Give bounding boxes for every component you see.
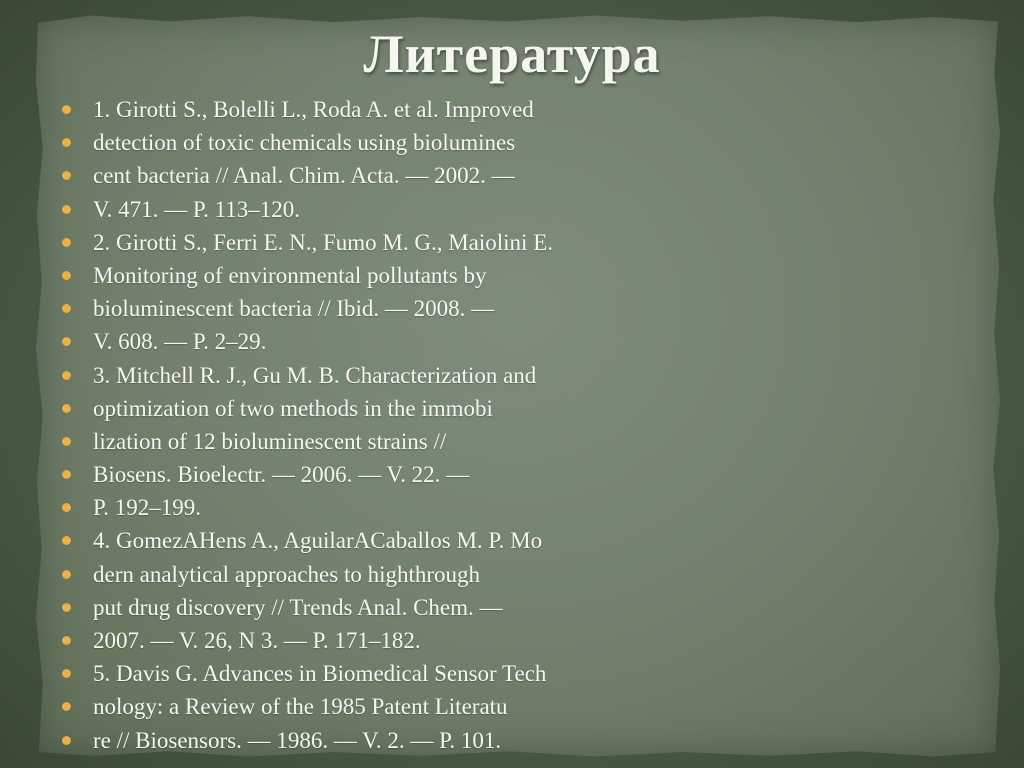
reference-line-text: V. 471. — P. 113–120. [93,196,301,222]
reference-line [62,458,553,491]
reference-line [62,292,553,325]
reference-line [62,359,553,392]
reference-line [62,159,553,192]
bullet-icon [62,205,71,214]
bullet-icon [62,337,71,346]
reference-line [62,193,553,226]
reference-line-text: Biosens. Bioelectr. — 2006. — V. 22. — [93,462,470,488]
reference-line-text: 1. Girotti S., Bolelli L., Roda A. et al. Improved [93,97,534,122]
reference-line [62,392,553,425]
reference-line-text: detection of toxic chemicals using biolumines [93,130,516,156]
bullet-icon [62,371,71,380]
reference-line-text: nology: a Review of the 1985 Patent Literatu [93,694,508,720]
reference-line-text: P. 192–199. [93,495,201,521]
reference-line [62,126,553,159]
reference-line-text: put drug discovery // Trends Anal. Chem. — [93,594,503,620]
reference-line [62,259,553,292]
reference-line [62,425,553,458]
bullet-icon [62,271,71,280]
bullet-icon [62,503,71,512]
reference-line-text: 4. GomezAHens A., AguilarACaballos M. P. Mo [93,528,543,554]
bullet-icon [62,736,71,745]
reference-line [62,226,553,259]
bullet-icon [62,238,71,247]
bullet-icon [62,171,71,180]
reference-line-text: 3. Mitchell R. J., Gu M. B. Characterization and [93,362,537,388]
bullet-icon [62,570,71,579]
reference-line-text: 2007. — V. 26, N 3. — P. 171–182. [93,628,421,653]
bullet-icon [62,536,71,545]
reference-line-text: Monitoring of environmental pollutants by [93,262,487,288]
bullet-icon [62,669,71,678]
bullet-icon [62,404,71,413]
reference-list [62,93,553,757]
reference-line [62,624,553,657]
bullet-icon [62,304,71,313]
bullet-icon [62,702,71,711]
reference-line [62,93,553,126]
reference-line [62,591,553,624]
bullet-icon [62,437,71,446]
reference-line-text: bioluminescent bacteria // Ibid. — 2008. — [93,296,495,322]
bullet-icon [62,636,71,645]
reference-line [62,325,553,358]
bullet-icon [62,105,71,114]
bullet-icon [62,603,71,612]
reference-line-text: lization of 12 bioluminescent strains // [93,428,447,454]
reference-line [62,690,553,723]
reference-line-text: 5. Davis G. Advances in Biomedical Sensor Tech [93,661,547,687]
reference-line [62,491,553,524]
reference-line-text: re // Biosensors. — 1986. — V. 2. — P. 101. [93,727,502,753]
bullet-icon [62,470,71,479]
reference-line-text: dern analytical approaches to highthrough [93,561,481,587]
reference-line-text: cent bacteria // Anal. Chim. Acta. — 2002. — [93,163,515,189]
reference-line [62,524,553,557]
reference-line [62,724,553,757]
reference-line-text: optimization of two methods in the immobi [93,395,493,421]
reference-line-text: 2. Girotti S., Ferri E. N., Fumo M. G., Maiolini E. [93,229,553,255]
reference-line [62,657,553,690]
slide-title: Литература [363,24,661,84]
bullet-icon [62,138,71,147]
reference-line [62,558,553,591]
reference-line-text: V. 608. — P. 2–29. [93,329,267,355]
